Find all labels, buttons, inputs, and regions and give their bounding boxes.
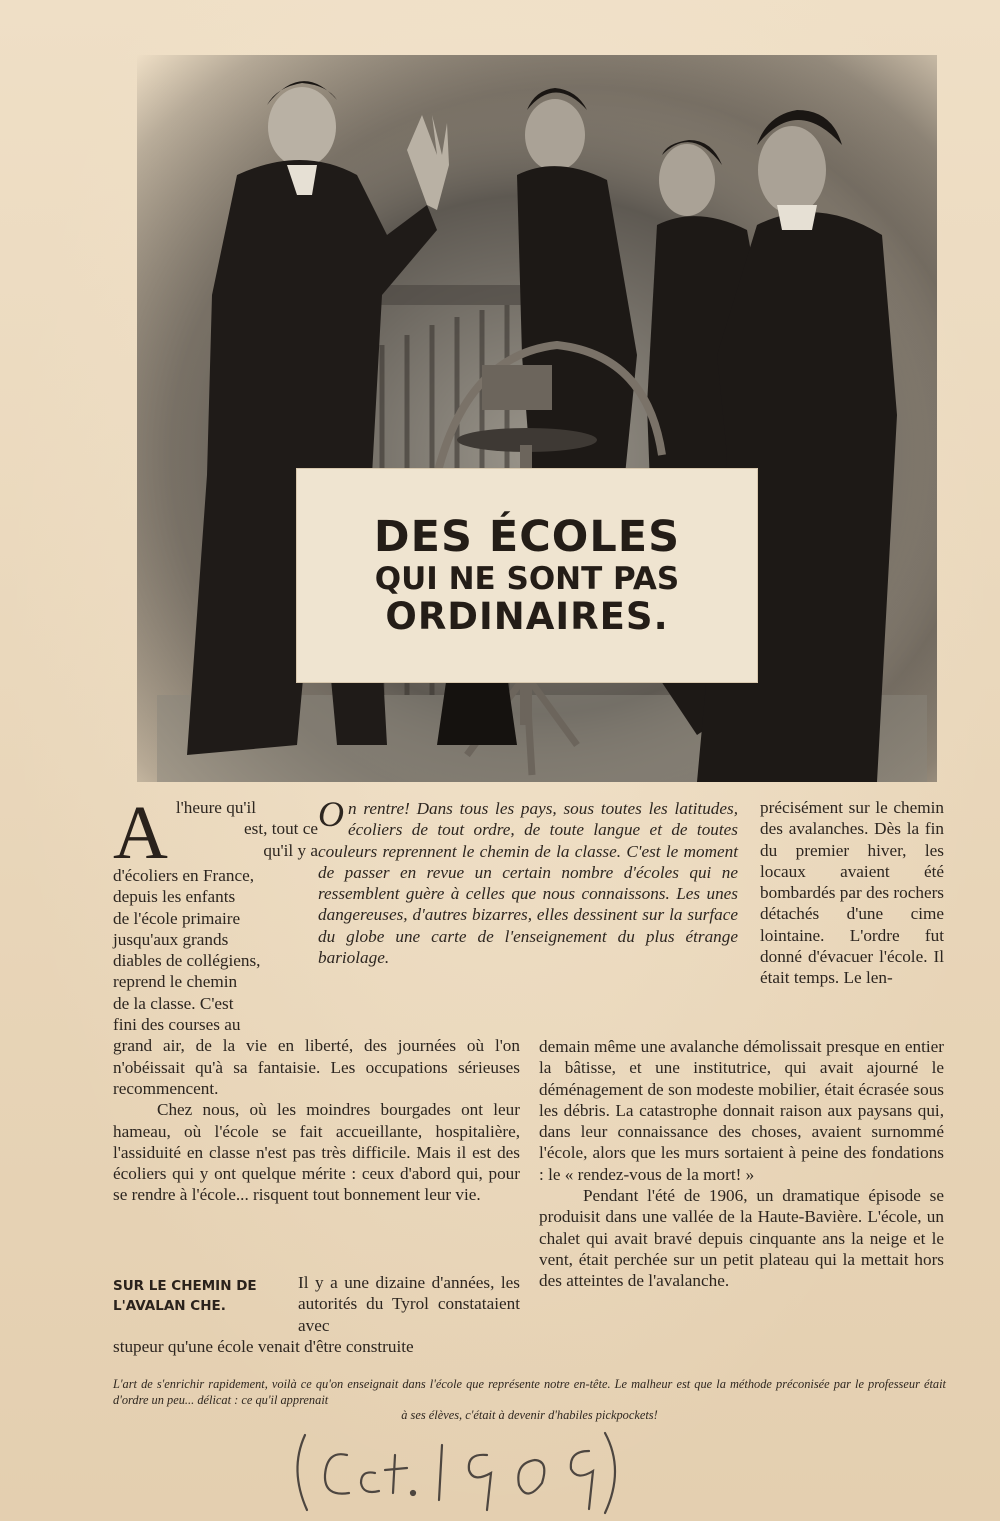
paragraph: Chez nous, où les moindres bourgades ont leur hameau, où l'école se fait accueillante, hospitalière, l'assiduité en classe n'est pas très difficile. Mais il est des écoliers qui y ont quelque mérite : ceux d'abord qui, pour se rendre à l'école... risquent tout bonnement leur vie. [113,1100,520,1205]
narrow-line: reprend le chemin [113,972,238,992]
narrow-line: fini des courses au [113,1015,241,1035]
narrow-line: de la classe. C'est [113,993,234,1013]
photo-caption [113,1377,946,1424]
intro-text: n rentre! Dans tous les pays, sous toutes les latitudes, écoliers de tout ordre, de toute langue et de toutes couleurs reprennent le chemin de la classe. C'est le moment de passer en revue un certain nombre d'écoles qui ne ressemblent guère à celles que nous connaissons. Les unes dangereuses, d'autres bizarres, elles dessinent sur la surface du globe une carte de l'enseignement du plus étrange bariolage. [318,799,738,968]
classroom-photograph [137,55,937,782]
caption-text: L'art de s'enrichir rapidement, voilà ce qu'on enseignait dans l'école que représente notre en-tête. Le malheur est que la méthode préconisée par le professeur était d'ordre un peu... délicat : ce qu'il apprenait [113,1377,946,1407]
right-column-top [760,797,944,989]
paragraph: demain même une avalanche démolissait presque en entier la bâtisse, et une institutrice, qui avait ajourné le déménagement de son modeste mobilier, était écrasée sous les débris. La catastrophe donnait raison aux paysans qui, dans leur connaissance des choses, avaient surnommé l'école, alors que les murs sortaient à peine des fondations : le « rendez-vous de la mort! » [539,1037,944,1184]
narrow-line: est, tout ce [244,819,318,839]
section-text-continued: stupeur qu'une école venait d'être construite [113,1337,414,1356]
headline-line-2: QUI NE SONT PAS [374,560,680,597]
drop-cap: A [113,791,168,875]
headline-card [297,469,757,682]
section-heading: SUR LE CHEMIN DE L'AVALAN CHE. [113,1278,257,1314]
handwritten-date-note [287,1425,627,1515]
caption-last-line: à ses élèves, c'était à devenir d'habiles pickpockets! [401,1408,658,1422]
section-text: Il y a une dizaine d'années, les autorités du Tyrol constataient avec [298,1273,520,1335]
headline-line-1: DES ÉCOLES [373,512,681,563]
narrow-line: de l'école primaire [113,908,241,928]
narrow-line: diables de collégiens, [113,951,261,971]
narrow-line: jusqu'aux grands [113,929,229,949]
narrow-line: depuis les enfants [113,887,236,907]
intro-paragraph [318,794,738,968]
headline-line-3: ORDINAIRES. [385,595,669,639]
paragraph: grand air, de la vie en liberté, des journées où l'on n'obéissait qu'à sa fantaisie. Les occupations sérieuses recommencent. [113,1036,520,1098]
narrow-line: qu'il y a [263,840,318,860]
intro-initial: O [318,794,344,834]
right-column-lower [539,1036,944,1292]
paragraph: Pendant l'été de 1906, un dramatique épisode se produisit dans une vallée de la Haute-Bavière. L'école, un chalet qui avait bravé depuis cinquante ans la neige et le vent, était perchée sur un petit plateau qui la mettait hors des atteintes de l'avalanche. [539,1186,944,1291]
narrow-line: l'heure qu'il [175,798,257,817]
paragraph: précisément sur le chemin des avalanches. Dès la fin du premier hiver, les locaux avaient été bombardés par des rochers détachés d'une cime lointaine. L'ordre fut donné d'évacuer l'école. Il était temps. Le len- [760,798,944,988]
narrow-line: d'écoliers en France, [113,866,255,885]
